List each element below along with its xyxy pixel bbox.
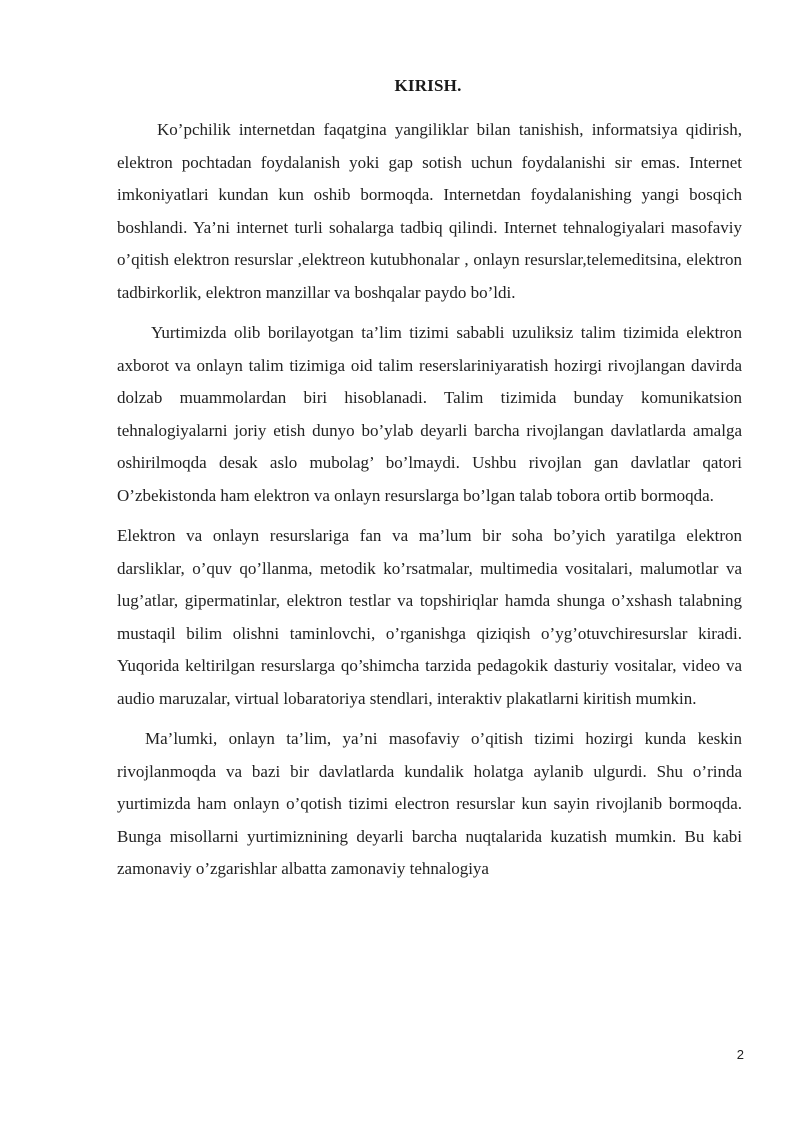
page-number: 2 <box>736 1047 744 1062</box>
paragraph-4: Ma’lumki, onlayn ta’lim, ya’ni masofaviy o’qitish tizimi hozirgi kunda keskin rivojlanmoqda va bazi bir davlatlarda kundalik holatga aylanib ulgurdi. Shu o’rinda yurtimizda ham onlayn o’qotish tizimi electron resurslar kun sayin rivojlanib bormoqda. Bunga misollarni yurtimiznining deyarli barcha nuqtalarida kuzatish mumkin. Bu kabi zamonaviy o’zgarishlar albatta zamonaviy tehnalogiya <box>117 729 742 878</box>
section-heading: KIRISH. <box>394 76 462 95</box>
document-body <box>117 114 742 894</box>
paragraph-3: Elektron va onlayn resurslariga fan va ma’lum bir soha bo’yich yaratilga elektron darsliklar, o’quv qo’llanma, metodik ko’rsatmalar, multimedia vositalari, malumotlar va lug’atlar, gipermatinlar, elektron testlar va topshiriqlar hamda shunga o’xshash talabning mustaqil bilim olishni taminlovchi, o’rganishga qiziqish o’yg’otuvchiresurslar kiradi. Yuqorida keltirilgan resurslarga qo’shimcha tarzida pedagokik dasturiy vositalar, video va audio maruzalar, virtual lobaratoriya stendlari, interaktiv plakatlarni kiritish mumkin. <box>117 526 742 708</box>
paragraph-2: Yurtimizda olib borilayotgan ta’lim tizimi sababli uzuliksiz talim tizimida elektron axborot va onlayn talim tizimiga oid talim reserslariniyaratish hozirgi rivojlangan davirda dolzab muammolardan biri hisoblanadi. Talim tizimida bunday komunikatsion tehnalogiyalarni joriy etish dunyo bo’ylab deyarli barcha rivojlangan davlatlarda amalga oshirilmoqda desak aslo mubolag’ bo’lmaydi. Ushbu rivojlan gan davlatlar qatori O’zbekistonda ham elektron va onlayn resurslarga bo’lgan talab tobora ortib bormoqda. <box>117 323 742 505</box>
paragraph-1: Ko’pchilik internetdan faqatgina yangiliklar bilan tanishish, informatsiya qidirish, elektron pochtadan foydalanish yoki gap sotish uchun foydalanishi sir emas. Internet imkoniyatlari kundan kun oshib bormoqda. Internetdan foydalanishing yangi bosqich boshlandi. Ya’ni internet turli sohalarga tadbiq qilindi. Internet tehnalogiyalari masofaviy o’qitish elektron resurslar ,elektreon kutubhonalar , onlayn resurslar,telemeditsina, elektron tadbirkorlik, elektron manzillar va boshqalar paydo bo’ldi. <box>117 120 742 302</box>
